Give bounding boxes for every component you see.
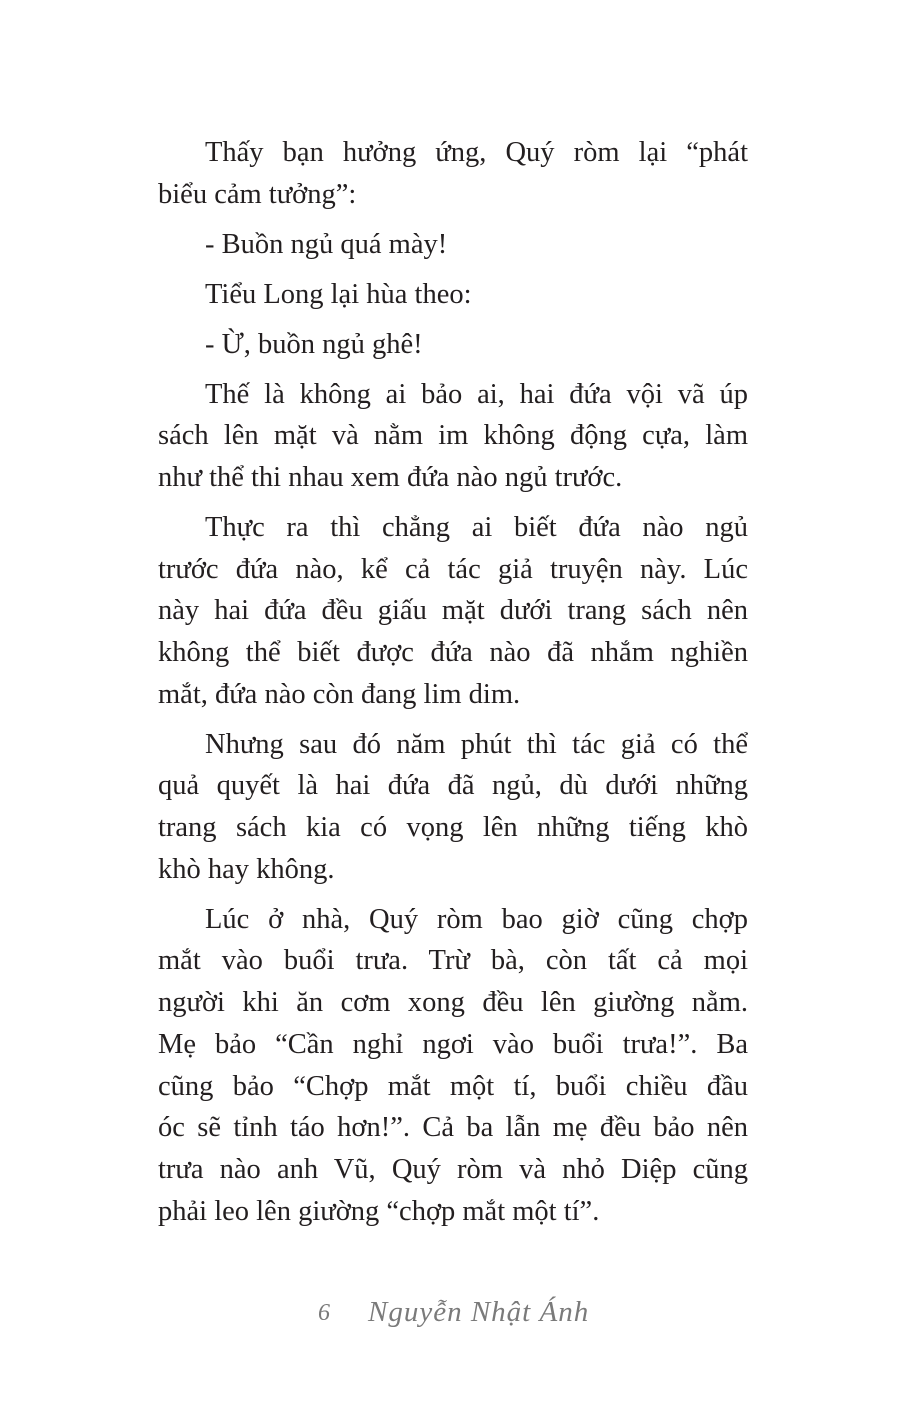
text-line: khò hay không. xyxy=(158,853,335,885)
text-line: mắt, đứa nào còn đang lim dim. xyxy=(158,678,521,710)
text-line: Thế là không ai bảo ai, hai đứa vội vã úp xyxy=(205,378,748,410)
paragraph xyxy=(158,724,748,891)
paragraph xyxy=(158,899,748,1233)
text-line: quả quyết là hai đứa đã ngủ, dù dưới những xyxy=(158,770,748,802)
paragraph xyxy=(158,274,748,316)
text-line: người khi ăn cơm xong đều lên giường nằm. xyxy=(158,987,748,1019)
text-line: trang sách kia có vọng lên những tiếng khò xyxy=(158,812,748,844)
text-line: như thể thi nhau xem đứa nào ngủ trước. xyxy=(158,462,623,493)
paragraph xyxy=(158,132,748,215)
text-line: này hai đứa đều giấu mặt dưới trang sách nên xyxy=(158,595,748,627)
author-name: Nguyễn Nhật Ánh xyxy=(368,1296,590,1328)
text-line: - Buồn ngủ quá mày! xyxy=(205,228,448,260)
paragraph xyxy=(158,507,748,715)
body-text xyxy=(158,132,748,1241)
text-line: trưa nào anh Vũ, Quý ròm và nhỏ Diệp cũng xyxy=(158,1153,748,1185)
text-line: mắt vào buổi trưa. Trừ bà, còn tất cả mọi xyxy=(158,945,748,977)
text-line: phải leo lên giường “chợp mắt một tí”. xyxy=(158,1195,600,1227)
text-line: cũng bảo “Chợp mắt một tí, buổi chiều đầu xyxy=(158,1070,748,1102)
text-line: Mẹ bảo “Cần nghỉ ngơi vào buổi trưa!”. Ba xyxy=(158,1028,748,1060)
text-line: sách lên mặt và nằm im không động cựa, làm xyxy=(158,420,748,452)
page-number: 6 xyxy=(318,1300,330,1326)
paragraph xyxy=(158,224,748,266)
text-line: Tiểu Long lại hùa theo: xyxy=(205,278,472,310)
text-line: Thấy bạn hưởng ứng, Quý ròm lại “phát xyxy=(205,137,748,168)
text-line: Nhưng sau đó năm phút thì tác giả có thể xyxy=(205,728,748,760)
paragraph xyxy=(158,324,748,366)
text-line: trước đứa nào, kể cả tác giả truyện này. Lúc xyxy=(158,553,748,585)
text-line: không thể biết được đứa nào đã nhắm nghiền xyxy=(158,637,748,669)
page-footer xyxy=(0,1296,922,1336)
paragraph xyxy=(158,374,748,499)
text-line: Lúc ở nhà, Quý ròm bao giờ cũng chợp xyxy=(205,903,748,935)
text-line: biểu cảm tưởng”: xyxy=(158,178,357,210)
text-line: óc sẽ tỉnh táo hơn!”. Cả ba lẫn mẹ đều bảo nên xyxy=(158,1112,748,1144)
text-line: Thực ra thì chẳng ai biết đứa nào ngủ xyxy=(205,511,748,543)
text-line: - Ừ, buồn ngủ ghê! xyxy=(205,328,423,360)
